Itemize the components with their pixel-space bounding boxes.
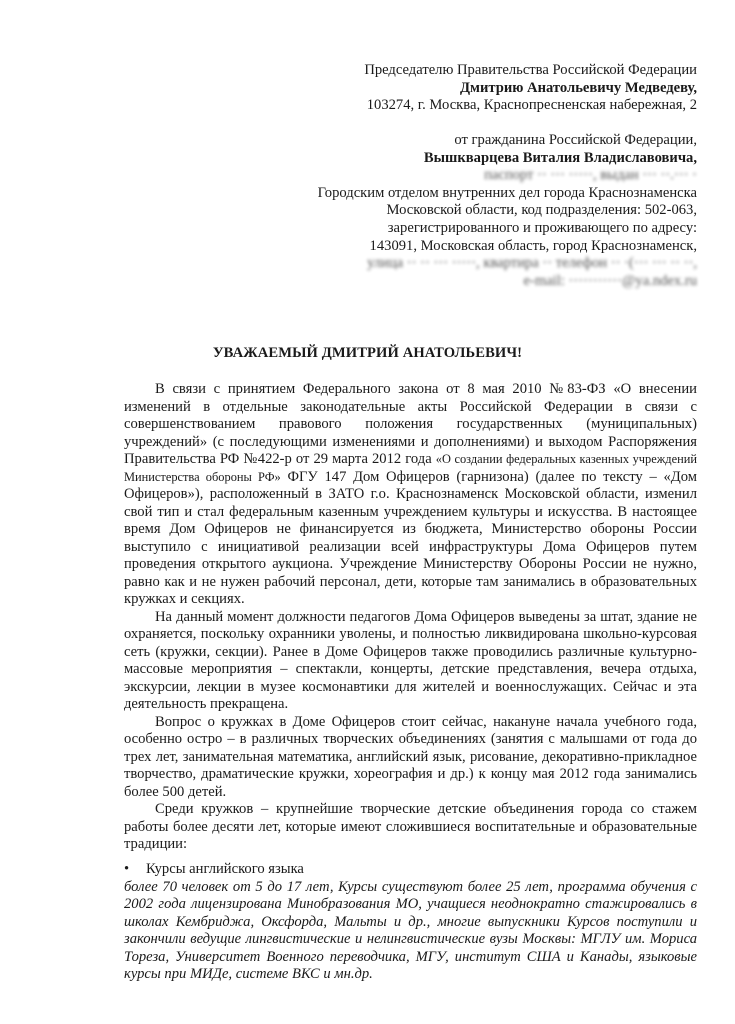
salutation: УВАЖАЕМЫЙ ДМИТРИЙ АНАТОЛЬЕВИЧ!: [212, 345, 523, 361]
paragraph-1-text-a: В связи с принятием Федерального закона от 8 мая 2010 №83-ФЗ «О внесении изменений в отдельные законодательные акты Российской Федерации в связи с совершенствованием правового положения государственных (муниципальных) учреждений» (с последующими изменениями и дополнениями) и выходом Распоряжения Правительства РФ №422-р от 29 марта 2012 года: [124, 381, 697, 467]
sender-region-code: Московской области, код подразделения: 502-063,: [386, 202, 697, 219]
sender-registered: зарегистрированного и проживающего по адресу:: [387, 219, 697, 236]
recipient-block: [364, 62, 697, 115]
order-title: «О создании федеральных казенных учреждений Министерства обороны РФ»: [124, 452, 697, 484]
paragraph-2: На данный момент должности педагогов Дома Офицеров выведены за штат, здание не охраняется, поскольку охранники уволены, и полностью ликвидирована школьно-курсовая сеть (кружки, секции). Ранее в Доме Офицеров также проводились различные культурно-массовые мероприятия – спектакли, концерты, детские представления, вечера отдыха, экскурсии, лекции в музее космонавтики для жителей и военнослужащих. Сейчас и эта деятельность прекращена.: [124, 608, 697, 712]
bullet-description: более 70 человек от 5 до 17 лет, Курсы существуют более 25 лет, программа обучения с 2002 года лицензирована Минобразования МО, учащиеся неоднократно стажировались в школах Кембриджа, Оксфорда, Мальты и др., многие выпускники Курсов поступили и закончили ведущие лингвистические и нелингвистические вузы Москвы: МГЛУ им. Мориса Тореза, Университет Военного переводчика, МГУ, институт США и Канады, языковые курсы при МИДе, системе ВКС и мн.др.: [124, 878, 697, 982]
recipient-name: Дмитрию Анатольевичу Медведеву,: [460, 79, 697, 96]
sender-issued-by: Городским отделом внутренних дел города Краснознаменска: [317, 184, 697, 201]
bullet-marker: •: [124, 861, 130, 877]
paragraph-4: Среди кружков – крупнейшие творческие детские объединения города со стажем работы более десяти лет, которые имеют сложившиеся воспитательные и образовательные традиции:: [124, 801, 697, 852]
bullet-title: Курсы английского языка: [146, 861, 304, 877]
recipient-address: 103274, г. Москва, Краснопресненская набережная, 2: [366, 97, 697, 114]
paragraph-1-text-b: ФГУ 147 Дом Офицеров (гарнизона) (далее по тексту – «Дом Офицеров»), расположенный в ЗАТО г.о. Краснознаменск Московской области, изменил свой тип и стал федеральным казенным учреждением культуры и искусства. В настоящее время Дом Офицеров не финансируется из бюджета, Министерство обороны России выступило с инициативой реализации всей инфраструктуры Дома Офицеров путем проведения открытого аукциона. Учреждение Министерству Обороны России не нужно, равно как и не нужен рабочий персонал, дети, которые там занимались в образовательных кружках и секциях.: [124, 468, 697, 607]
bullet-item: [124, 861, 697, 984]
recipient-title: Председателю Правительства Российской Федерации: [364, 62, 697, 78]
paragraph-3: Вопрос о кружках в Доме Офицеров стоит сейчас, накануне начала учебного года, особенно остро – в различных творческих объединениях (занятия с малышами от года до трех лет, занимательная математика, английский язык, рисование, декоративно-прикладное творчество, драматические кружки, хореография и др.) к концу мая 2012 года занимались более 500 детей.: [124, 713, 697, 800]
sender-city: 143091, Московская область, город Краснознаменск,: [369, 237, 697, 254]
bullet-head: [124, 861, 697, 879]
sender-street: улица ·· ·· ··· ·····, квартира ·· телефон ·· ·(··· ··· ·· ··,: [367, 255, 697, 272]
sender-passport: паспорт ·· ··· ·····, выдан ··· ··.··· ·: [484, 167, 697, 184]
sender-citizenship: от гражданина Российской Федерации,: [454, 132, 697, 148]
sender-email: e-mail: ···········@ya.ndex.ru: [523, 272, 697, 289]
sender-name: Вышкварцева Виталия Владиславовича,: [423, 149, 697, 166]
paragraph-1: [124, 381, 697, 609]
letter-body: [124, 381, 697, 854]
sender-block: [318, 132, 697, 290]
